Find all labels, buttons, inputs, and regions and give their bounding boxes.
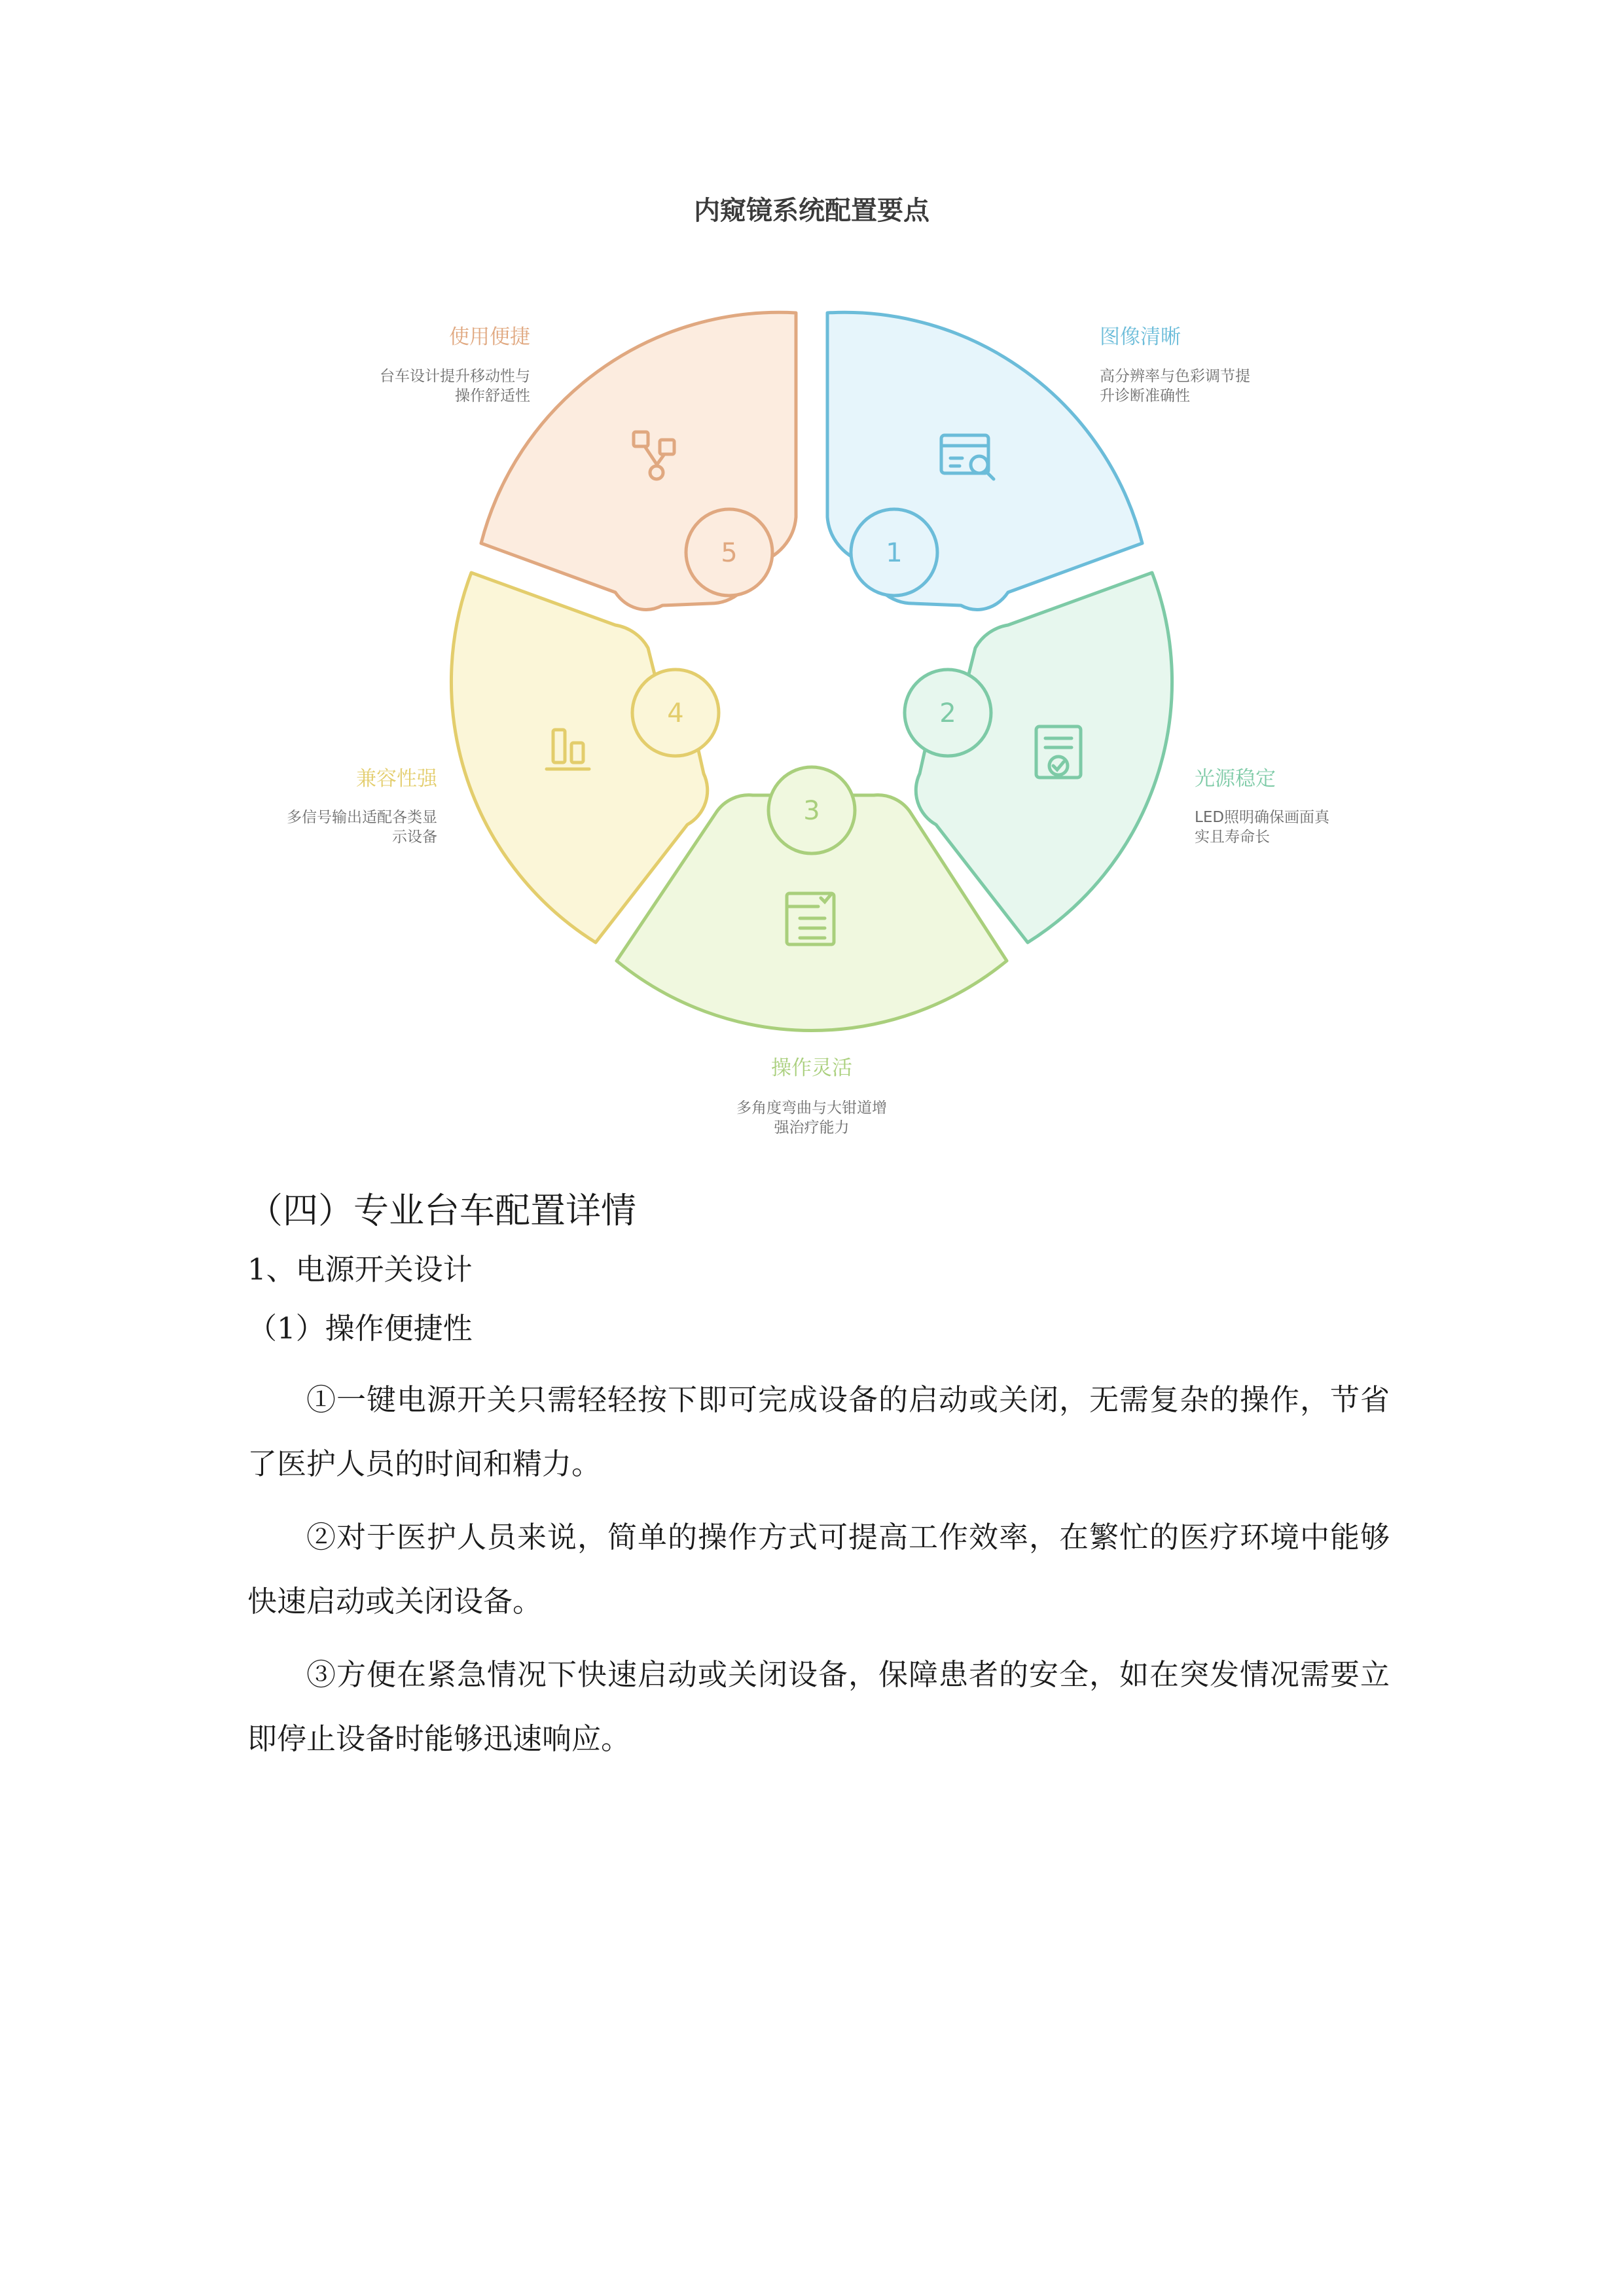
segment-2-number: 2 (939, 698, 956, 728)
segment-1-title: 图像清晰 (1100, 325, 1181, 349)
segment-1 (827, 312, 1250, 609)
segment-3-desc-line-1: 多角度弯曲与大钳道增 (736, 1100, 887, 1117)
segment-2-desc-line-2: 实且寿命长 (1195, 829, 1270, 846)
segment-1-desc-line-1: 高分辨率与色彩调节提 (1100, 368, 1250, 385)
section-heading: （四）专业台车配置详情 (247, 1190, 636, 1231)
segment-3-title: 操作灵活 (771, 1056, 852, 1080)
segment-5-desc-line-2: 操作舒适性 (455, 387, 530, 404)
diagram-title: 内窥镜系统配置要点 (694, 196, 929, 226)
segment-4 (287, 573, 719, 942)
segment-1-number: 1 (886, 538, 903, 568)
subsection-heading: 1、电源开关设计 (247, 1252, 473, 1287)
paragraph-3: ③方便在紧急情况下快速启动或关闭设备，保障患者的安全，如在突发情况需要立即停止设备时能够迅速响应。 (247, 1657, 1390, 1756)
paragraph-2: ②对于医护人员来说，简单的操作方式可提高工作效率，在繁忙的医疗环境中能够快速启动或关闭设备。 (247, 1520, 1390, 1619)
segment-4-title: 兼容性强 (356, 767, 437, 791)
segment-5-title: 使用便捷 (449, 325, 530, 349)
segment-5-desc-line-1: 台车设计提升移动性与 (380, 368, 530, 385)
segment-4-desc-line-2: 示设备 (392, 829, 437, 846)
segment-3-number: 3 (803, 796, 820, 826)
segment-1-desc-line-2: 升诊断准确性 (1100, 387, 1190, 404)
segment-5 (380, 312, 796, 609)
paragraph-1: ①一键电源开关只需轻轻按下即可完成设备的启动或关闭，无需复杂的操作，节省了医护人员的时间和精力。 (247, 1382, 1390, 1481)
body-paragraphs (247, 1368, 1390, 1780)
segment-4-number: 4 (667, 698, 684, 728)
segment-5-number: 5 (721, 538, 738, 568)
segment-3-desc-line-2: 强治疗能力 (774, 1119, 850, 1136)
subsubsection-heading: （1）操作便捷性 (247, 1311, 473, 1346)
segment-2-desc-line-1: LED照明确保画面真 (1195, 809, 1330, 826)
segment-2-title: 光源稳定 (1195, 767, 1276, 791)
segment-2 (905, 573, 1330, 942)
segment-4-desc-line-1: 多信号输出适配各类显 (287, 809, 437, 826)
